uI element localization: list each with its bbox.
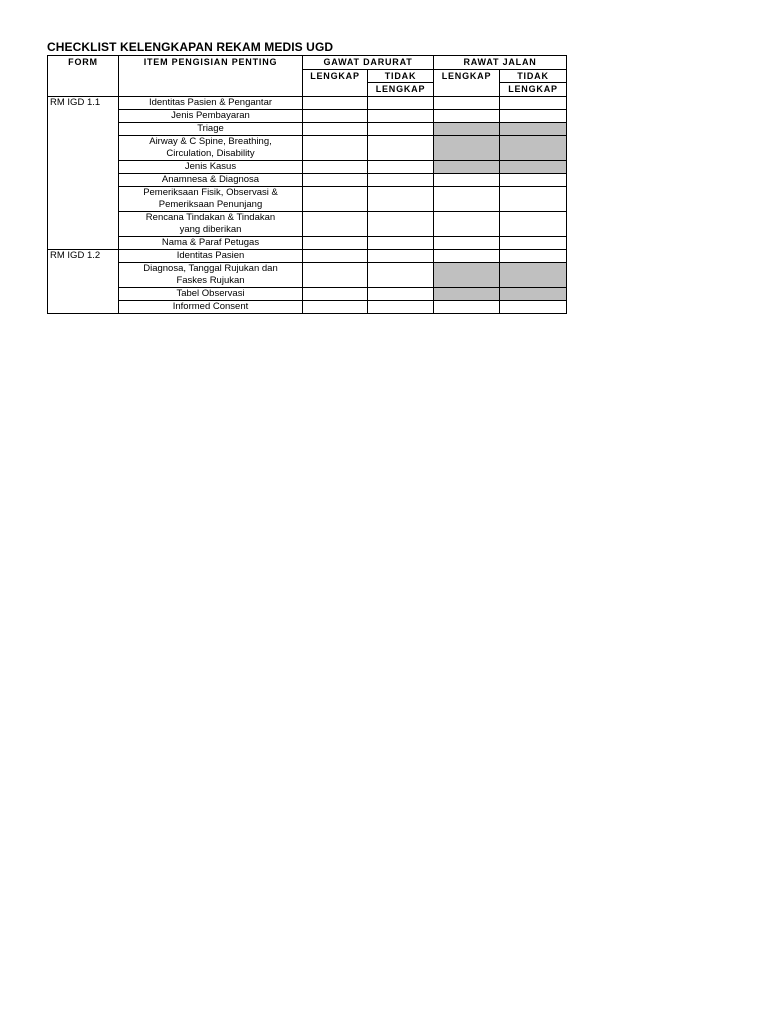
item-cell [119,287,303,300]
gd-tidak-lengkap-cell[interactable] [368,249,434,262]
table-row [48,96,567,109]
rj-tidak-lengkap-cell[interactable] [500,96,567,109]
gd-tidak-lengkap-cell[interactable] [368,236,434,249]
item-label-line: Identitas Pasien [176,249,245,261]
rj-lengkap-cell[interactable] [434,173,500,186]
item-label-line: Triage [197,122,224,134]
form-cell [48,109,119,122]
form-cell [48,287,119,300]
rj-tidak-lengkap-cell [500,122,567,135]
rj-lengkap-cell [434,287,500,300]
rj-lengkap-cell[interactable] [434,186,500,211]
item-cell [119,135,303,160]
gd-lengkap-cell[interactable] [303,211,368,236]
rj-lengkap-cell[interactable] [434,249,500,262]
item-label-line: Diagnosa, Tanggal Rujukan dan [143,262,278,274]
table-row [48,186,567,211]
gd-tidak-lengkap-cell[interactable] [368,262,434,287]
header-rj-tidak-lengkap: LENGKAP [500,83,567,97]
item-label-line: Circulation, Disability [166,147,255,159]
header-gawat-darurat: GAWAT DARURAT [303,56,434,70]
item-label-line: Jenis Pembayaran [171,109,250,121]
item-cell [119,236,303,249]
header-form: FORM [48,56,119,97]
item-label-line: Pemeriksaan Penunjang [158,198,263,210]
gd-lengkap-cell[interactable] [303,173,368,186]
item-label-line: Informed Consent [172,300,249,312]
table-body [48,96,567,313]
rj-lengkap-cell [434,135,500,160]
table-row [48,211,567,236]
header-gd-tidak-lengkap: LENGKAP [368,83,434,97]
item-cell [119,300,303,313]
form-cell [48,160,119,173]
header-rj-tidak: TIDAK [500,69,567,83]
rj-lengkap-cell [434,160,500,173]
item-label-line: Airway & C Spine, Breathing, [149,135,272,147]
item-cell [119,122,303,135]
gd-tidak-lengkap-cell[interactable] [368,96,434,109]
gd-lengkap-cell[interactable] [303,109,368,122]
gd-tidak-lengkap-cell[interactable] [368,287,434,300]
gd-lengkap-cell[interactable] [303,249,368,262]
item-cell [119,109,303,122]
gd-lengkap-cell[interactable] [303,186,368,211]
item-label-line: yang diberikan [179,223,242,235]
rj-tidak-lengkap-cell [500,160,567,173]
rj-tidak-lengkap-cell[interactable] [500,186,567,211]
rj-tidak-lengkap-cell[interactable] [500,236,567,249]
document-title: CHECKLIST KELENGKAPAN REKAM MEDIS UGD [47,40,334,54]
form-cell: RM IGD 1.1 [48,96,119,109]
item-cell [119,173,303,186]
rj-tidak-lengkap-cell[interactable] [500,109,567,122]
item-label-line: Nama & Paraf Petugas [161,236,260,248]
header-rawat-jalan: RAWAT JALAN [434,56,567,70]
rj-lengkap-cell[interactable] [434,236,500,249]
gd-tidak-lengkap-cell[interactable] [368,211,434,236]
table-row [48,287,567,300]
form-cell [48,211,119,236]
gd-lengkap-cell[interactable] [303,160,368,173]
header-gd-lengkap: LENGKAP [303,69,368,96]
gd-lengkap-cell[interactable] [303,287,368,300]
gd-tidak-lengkap-cell[interactable] [368,122,434,135]
form-cell: RM IGD 1.2 [48,249,119,262]
checklist-table [47,55,567,314]
table-row [48,236,567,249]
form-cell [48,300,119,313]
table-row [48,249,567,262]
rj-tidak-lengkap-cell[interactable] [500,211,567,236]
item-label-line: Identitas Pasien & Pengantar [148,96,273,108]
gd-tidak-lengkap-cell[interactable] [368,135,434,160]
table-row [48,122,567,135]
table-row [48,262,567,287]
item-cell [119,262,303,287]
gd-lengkap-cell[interactable] [303,236,368,249]
item-label-line: Faskes Rujukan [176,274,245,286]
table-row [48,109,567,122]
item-cell [119,186,303,211]
form-cell [48,186,119,211]
rj-lengkap-cell[interactable] [434,96,500,109]
table-header [48,56,567,97]
item-label-line: Rencana Tindakan & Tindakan [145,211,276,223]
form-cell [48,122,119,135]
table-row [48,135,567,160]
rj-lengkap-cell[interactable] [434,300,500,313]
gd-tidak-lengkap-cell[interactable] [368,160,434,173]
rj-tidak-lengkap-cell[interactable] [500,300,567,313]
item-cell [119,211,303,236]
gd-lengkap-cell[interactable] [303,96,368,109]
gd-tidak-lengkap-cell[interactable] [368,186,434,211]
item-label-line: Jenis Kasus [184,160,237,172]
table-row [48,160,567,173]
item-cell [119,96,303,109]
rj-lengkap-cell[interactable] [434,109,500,122]
rj-tidak-lengkap-cell [500,287,567,300]
gd-tidak-lengkap-cell[interactable] [368,109,434,122]
header-rj-lengkap: LENGKAP [434,69,500,96]
gd-lengkap-cell[interactable] [303,135,368,160]
item-label-line: Pemeriksaan Fisik, Observasi & [143,186,278,198]
form-cell [48,262,119,287]
item-label-line: Anamnesa & Diagnosa [161,173,260,185]
rj-lengkap-cell[interactable] [434,211,500,236]
table-row [48,300,567,313]
gd-tidak-lengkap-cell[interactable] [368,173,434,186]
table-row [48,173,567,186]
form-cell [48,135,119,160]
rj-lengkap-cell [434,122,500,135]
gd-lengkap-cell[interactable] [303,122,368,135]
rj-lengkap-cell [434,262,500,287]
header-gd-tidak: TIDAK [368,69,434,83]
gd-lengkap-cell[interactable] [303,300,368,313]
form-cell [48,236,119,249]
header-item: ITEM PENGISIAN PENTING [119,56,303,97]
item-label-line: Tabel Observasi [176,287,245,299]
rj-tidak-lengkap-cell[interactable] [500,173,567,186]
rj-tidak-lengkap-cell[interactable] [500,249,567,262]
gd-lengkap-cell[interactable] [303,262,368,287]
rj-tidak-lengkap-cell [500,262,567,287]
item-cell [119,249,303,262]
item-cell [119,160,303,173]
form-cell [48,173,119,186]
gd-tidak-lengkap-cell[interactable] [368,300,434,313]
rj-tidak-lengkap-cell [500,135,567,160]
